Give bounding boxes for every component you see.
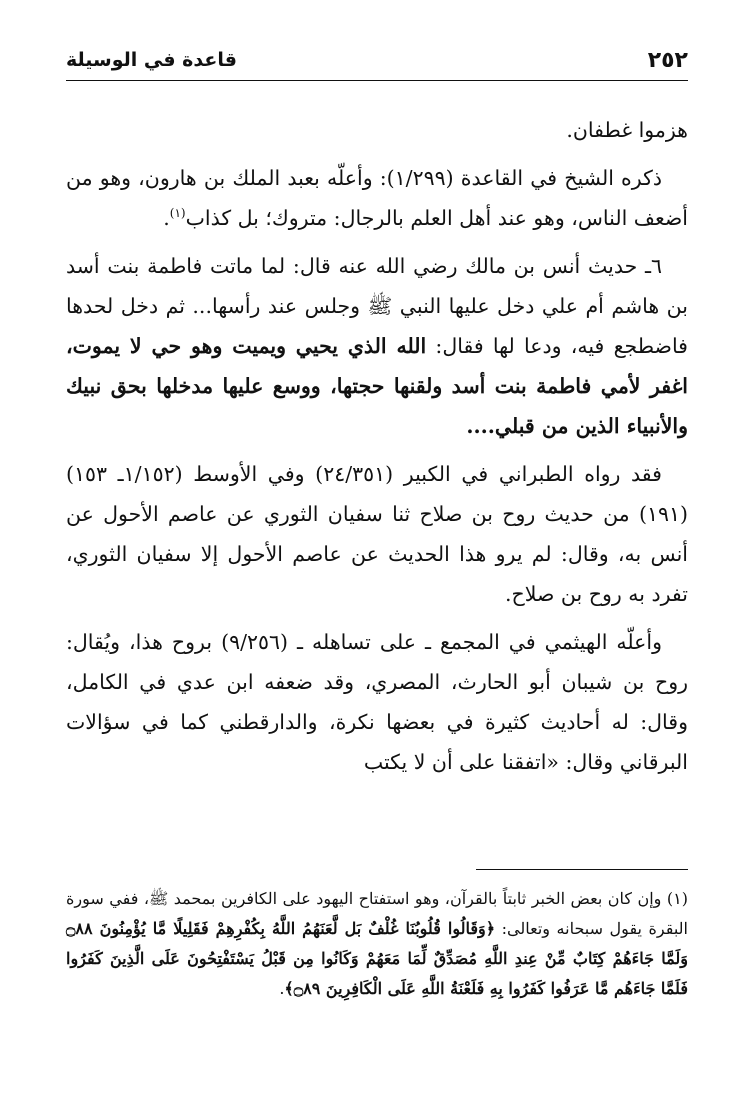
paragraph-1: [66, 110, 688, 150]
footnote-reference[interactable]: (١): [169, 206, 186, 221]
footnote-1: [66, 884, 688, 1004]
paragraph-3-hadith: [66, 246, 688, 446]
paragraph-2-end: .: [163, 206, 170, 230]
hadith-intro: ٦ـ حديث أنس بن مالك رضي الله عنه قال: لما ماتت فاطمة بنت أسد بن هاشم أم علي دخل عليها النبي ﷺ وجلس عند رأسها... ثم دخل لحدها فاضطجع فيه، ودعا لها فقال:: [66, 254, 688, 358]
footnote-marker: (١): [666, 889, 688, 908]
paragraph-1-text: هزموا غطفان.: [566, 118, 688, 142]
page-number: ٢٥٢: [647, 47, 688, 73]
paragraph-5: [66, 622, 688, 782]
paragraph-2: [66, 158, 688, 238]
paragraph-2-text: ذكره الشيخ في القاعدة (١/٢٩٩): وأعلّه بعبد الملك بن هارون، وهو من أضعف الناس، وهو عند أهل العلم بالرجال: متروك؛ بل كذاب: [66, 166, 688, 230]
paragraph-4: [66, 454, 688, 614]
quran-verse: ﴿وَقَالُوا قُلُوبُنَا غُلْفٌ بَل لَّعَنَهُمُ اللَّهُ بِكُفْرِهِمْ فَقَلِيلًا مَّا يُؤْمِنُونَ ۝٨٨ وَلَمَّا جَاءَهُمْ كِتَابٌ مِّنْ عِندِ اللَّهِ مُصَدِّقٌ لِّمَا مَعَهُمْ وَكَانُوا مِن قَبْلُ يَسْتَفْتِحُونَ عَلَى الَّذِينَ كَفَرُوا فَلَمَّا جَاءَهُم مَّا عَرَفُوا كَفَرُوا بِهِ فَلَعْنَةُ اللَّهِ عَلَى الْكَافِرِينَ ۝٨٩﴾: [66, 919, 688, 998]
footnote-separator: [476, 869, 688, 870]
hadith-text: الله الذي يحيي ويميت وهو حي لا يموت، اغفر لأمي فاطمة بنت أسد ولقنها حجتها، ووسع عليها مدخلها بحق نبيك والأنبياء الذين من قبلي....: [66, 334, 688, 438]
paragraph-5-text: وأعلّه الهيثمي في المجمع ـ على تساهله ـ (٩/٢٥٦) بروح هذا، ويُقال: روح بن شيبان أبو الحارث، المصري، وقد ضعفه ابن عدي في الكامل، وقال: له أحاديث كثيرة في بعضها نكرة، والدارقطني كما في سؤالات البرقاني وقال: «اتفقنا على أن لا يكتب: [66, 630, 688, 774]
footnote-text: وإن كان بعض الخبر ثابتاً بالقرآن، وهو استفتاح اليهود على الكافرين بمحمد ﷺ، ففي سورة البقرة يقول سبحانه وتعالى:: [66, 889, 688, 938]
running-header: [66, 40, 688, 81]
paragraph-4-text: فقد رواه الطبراني في الكبير (٢٤/٣٥١) وفي الأوسط (١/١٥٢ـ ١٥٣) (١٩١) من حديث روح بن صلاح ثنا سفيان الثوري عن عاصم الأحول عن أنس به، وقال: لم يرو هذا الحديث عن عاصم الأحول إلا سفيان الثوري، تفرد به روح بن صلاح.: [66, 462, 688, 606]
footnote-end: .: [279, 979, 285, 998]
footnote: [66, 884, 688, 1004]
main-text: [66, 110, 688, 790]
running-title: قاعدة في الوسيلة: [66, 49, 237, 71]
